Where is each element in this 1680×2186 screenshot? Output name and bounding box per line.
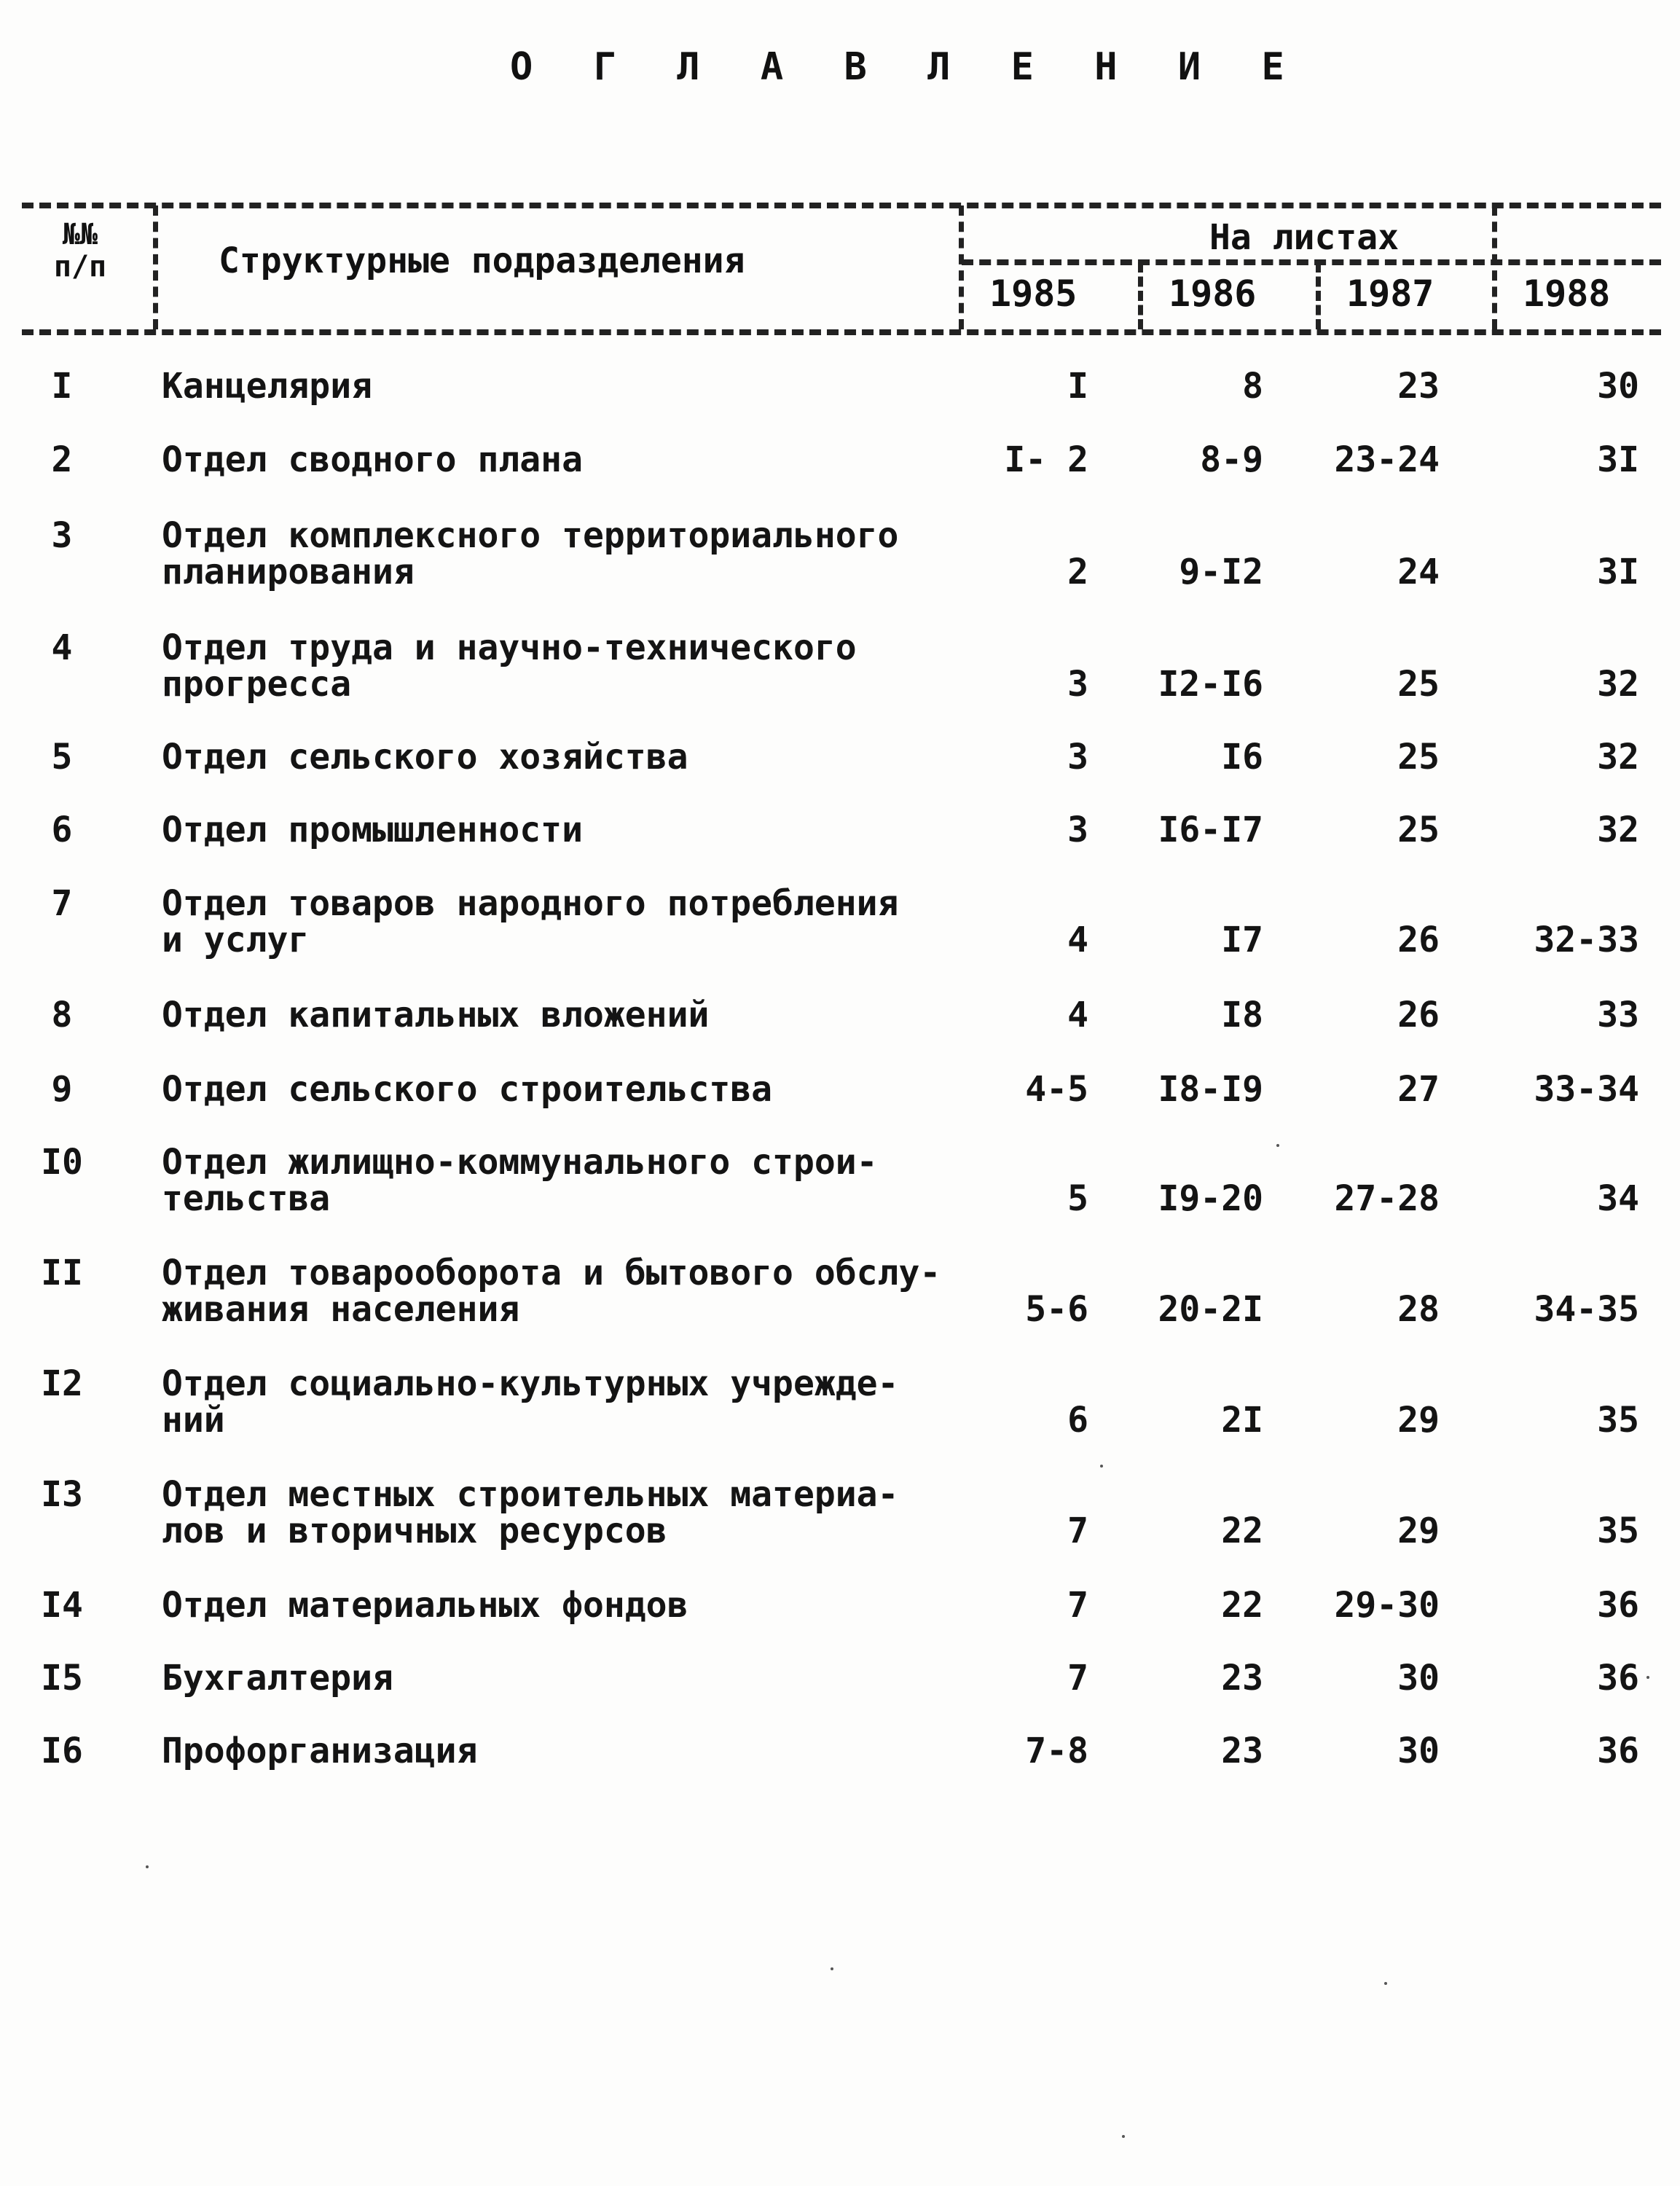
row-sheet-1986: I7: [1221, 920, 1263, 960]
row-department-name: Отдел сельского хозяйства: [162, 737, 688, 777]
row-sheet-1986: I2-I6: [1158, 664, 1263, 705]
row-sheet-1987: 29: [1397, 1511, 1440, 1551]
row-sheet-1986: 2I: [1221, 1400, 1263, 1441]
row-sheet-1988: 32: [1597, 810, 1639, 850]
row-sheet-1986: 9-I2: [1179, 552, 1263, 592]
scan-speck: [1122, 2135, 1125, 2138]
row-sheet-1988: 33: [1597, 995, 1639, 1035]
row-sheet-1987: 30: [1397, 1731, 1440, 1771]
row-department-name: Отдел товаров народного потребления и услуг: [162, 883, 899, 960]
row-sheet-1988: 35: [1597, 1400, 1639, 1441]
row-sheet-1988: 34: [1597, 1178, 1639, 1219]
row-department-name: Отдел сельского строительства: [162, 1069, 773, 1110]
row-number: 4: [51, 627, 73, 668]
row-department-name: Профорганизация: [162, 1731, 478, 1771]
row-number: 2: [51, 439, 73, 480]
row-sheet-1986: 23: [1221, 1731, 1263, 1771]
row-sheet-1986: 22: [1221, 1511, 1263, 1551]
row-sheet-1987: 23-24: [1334, 439, 1440, 480]
row-sheet-1986: 8-9: [1200, 439, 1263, 480]
row-number: I0: [41, 1142, 83, 1183]
row-number: I4: [41, 1585, 83, 1626]
row-number: 5: [51, 737, 73, 777]
row-sheet-1988: 3I: [1597, 439, 1639, 480]
scan-speck: [1276, 1144, 1279, 1147]
row-sheet-1985: I- 2: [1004, 439, 1088, 480]
row-department-name: Канцелярия: [162, 366, 372, 407]
row-number: I2: [41, 1363, 83, 1404]
row-sheet-1985: 6: [1067, 1400, 1088, 1441]
row-sheet-1986: I9-20: [1158, 1178, 1263, 1219]
row-sheet-1986: 20-2I: [1158, 1289, 1263, 1330]
header-year-1988: 1988: [1523, 273, 1611, 315]
row-sheet-1986: 22: [1221, 1585, 1263, 1626]
row-department-name: Отдел капитальных вложений: [162, 995, 710, 1035]
scan-speck: [1384, 1982, 1387, 1985]
row-sheet-1987: 23: [1397, 366, 1440, 407]
row-sheet-1985: 5-6: [1025, 1289, 1088, 1330]
row-number: I3: [41, 1474, 83, 1515]
row-sheet-1988: 32: [1597, 664, 1639, 705]
row-sheet-1985: 2: [1067, 552, 1088, 592]
row-department-name: Отдел труда и научно-технического прогресса: [162, 627, 857, 705]
scan-speck: [146, 1865, 149, 1868]
row-sheet-1985: 7-8: [1025, 1731, 1088, 1771]
row-department-name: Отдел промышленности: [162, 810, 583, 850]
header-year-1985: 1985: [989, 273, 1078, 315]
row-department-name: Отдел товарооборота и бытового обслу- живания населения: [162, 1253, 941, 1330]
header-group-col: На листах: [1209, 217, 1400, 258]
row-sheet-1987: 25: [1397, 737, 1440, 777]
row-sheet-1985: I: [1067, 366, 1088, 407]
row-sheet-1987: 25: [1397, 664, 1440, 705]
row-number: 9: [51, 1069, 73, 1110]
row-sheet-1985: 5: [1067, 1178, 1088, 1219]
row-sheet-1986: 8: [1242, 366, 1263, 407]
row-sheet-1985: 7: [1067, 1658, 1088, 1699]
row-sheet-1986: I8-I9: [1158, 1069, 1263, 1110]
header-name-col: Структурные подразделения: [219, 240, 745, 281]
row-sheet-1987: 30: [1397, 1658, 1440, 1699]
row-sheet-1988: 32: [1597, 737, 1639, 777]
row-department-name: Отдел сводного плана: [162, 439, 583, 480]
row-sheet-1985: 3: [1067, 737, 1088, 777]
row-sheet-1986: I6: [1221, 737, 1263, 777]
scan-speck: [831, 1967, 833, 1970]
header-year-1986: 1986: [1169, 273, 1257, 315]
row-number: I: [51, 366, 73, 407]
scan-speck: [1646, 1676, 1649, 1679]
row-department-name: Отдел жилищно-коммунального строи- тельства: [162, 1142, 878, 1219]
row-sheet-1987: 29-30: [1334, 1585, 1440, 1626]
row-sheet-1988: 33-34: [1534, 1069, 1639, 1110]
row-number: I6: [41, 1731, 83, 1771]
row-sheet-1986: I6-I7: [1158, 810, 1263, 850]
row-sheet-1985: 4: [1067, 995, 1088, 1035]
page-title: О Г Л А В Л Е Н И Е: [510, 45, 1303, 89]
row-sheet-1988: 3I: [1597, 552, 1639, 592]
row-department-name: Отдел местных строительных материа- лов и вторичных ресурсов: [162, 1474, 899, 1551]
row-number: 3: [51, 515, 73, 556]
row-number: 7: [51, 883, 73, 924]
row-sheet-1985: 3: [1067, 810, 1088, 850]
row-sheet-1987: 24: [1397, 552, 1440, 592]
row-sheet-1987: 28: [1397, 1289, 1440, 1330]
row-sheet-1988: 36: [1597, 1658, 1639, 1699]
row-number: 8: [51, 995, 73, 1035]
scan-speck: [1100, 1465, 1103, 1468]
row-sheet-1987: 25: [1397, 810, 1440, 850]
row-sheet-1986: I8: [1221, 995, 1263, 1035]
row-number: I5: [41, 1658, 83, 1699]
row-number: 6: [51, 810, 73, 850]
row-department-name: Отдел материальных фондов: [162, 1585, 688, 1626]
row-sheet-1986: 23: [1221, 1658, 1263, 1699]
row-department-name: Отдел социально-культурных учрежде- ний: [162, 1363, 899, 1441]
row-department-name: Отдел комплексного территориального планирования: [162, 515, 899, 592]
row-sheet-1985: 4-5: [1025, 1069, 1088, 1110]
row-sheet-1985: 3: [1067, 664, 1088, 705]
row-sheet-1987: 27-28: [1334, 1178, 1440, 1219]
header-year-1987: 1987: [1346, 273, 1434, 315]
row-sheet-1988: 32-33: [1534, 920, 1639, 960]
row-sheet-1988: 36: [1597, 1585, 1639, 1626]
row-number: II: [41, 1253, 83, 1293]
row-sheet-1988: 30: [1597, 366, 1639, 407]
row-sheet-1988: 36: [1597, 1731, 1639, 1771]
row-sheet-1985: 4: [1067, 920, 1088, 960]
row-sheet-1987: 27: [1397, 1069, 1440, 1110]
row-department-name: Бухгалтерия: [162, 1658, 393, 1699]
row-sheet-1988: 34-35: [1534, 1289, 1639, 1330]
row-sheet-1987: 26: [1397, 995, 1440, 1035]
row-sheet-1988: 35: [1597, 1511, 1639, 1551]
row-sheet-1985: 7: [1067, 1511, 1088, 1551]
row-sheet-1985: 7: [1067, 1585, 1088, 1626]
header-num-col: №№ п/п: [53, 218, 107, 283]
row-sheet-1987: 26: [1397, 920, 1440, 960]
row-sheet-1987: 29: [1397, 1400, 1440, 1441]
